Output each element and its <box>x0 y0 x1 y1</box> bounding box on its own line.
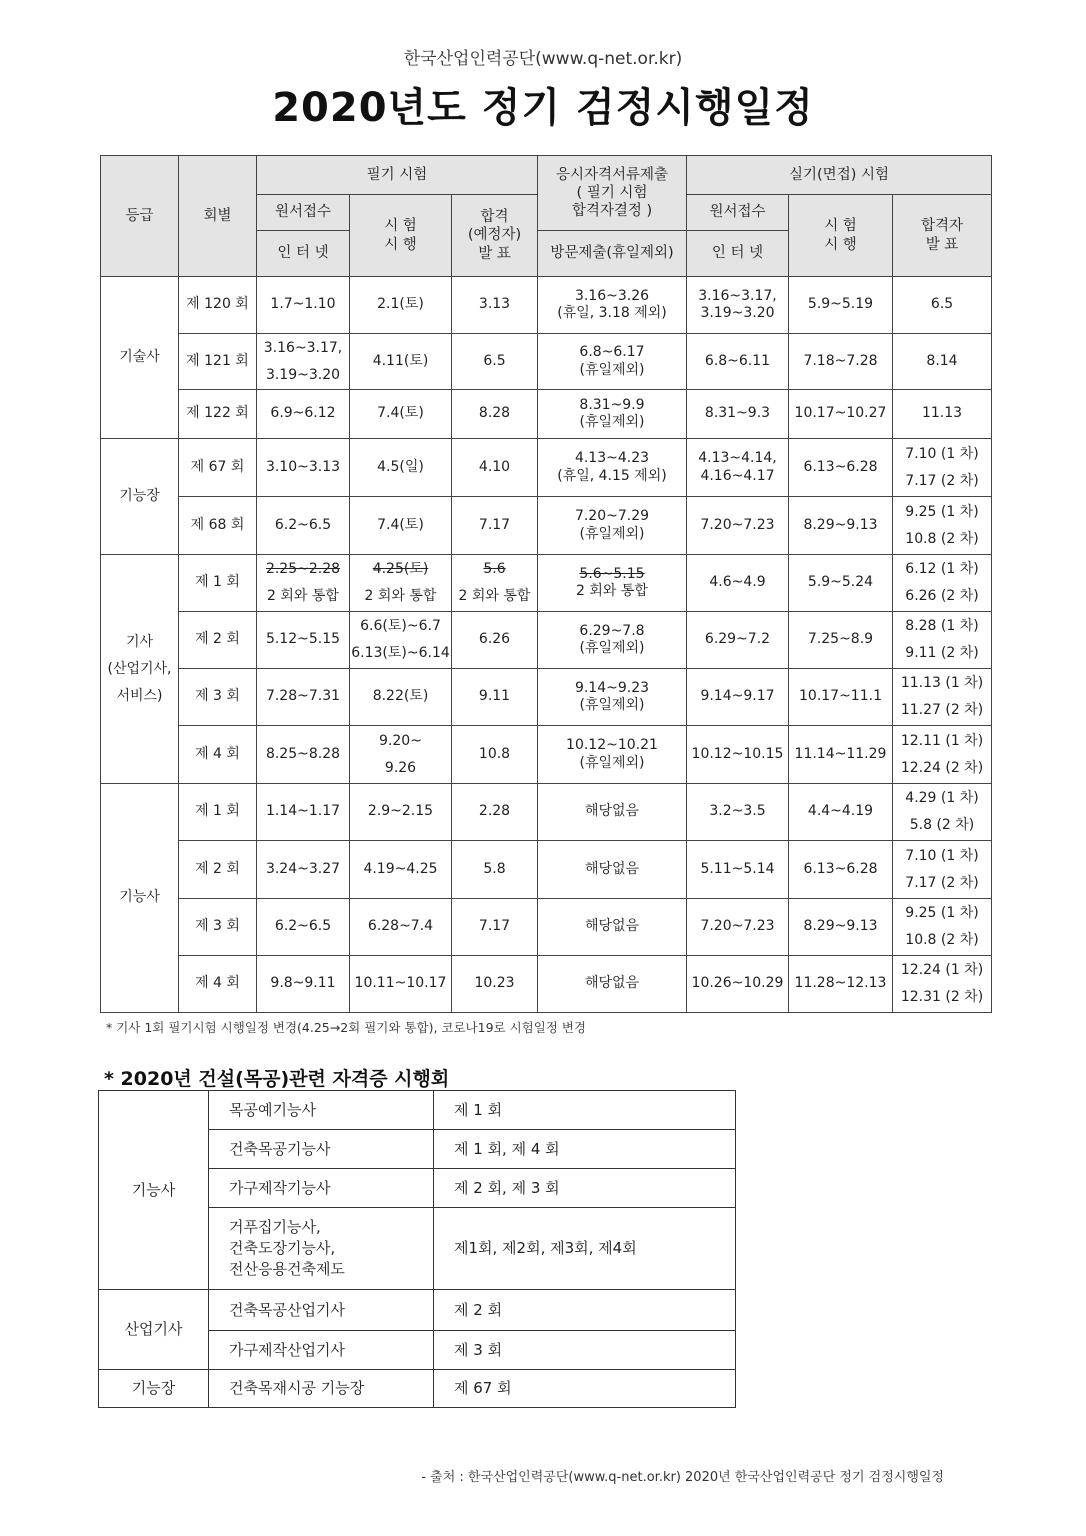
cell-w-apply-2: 3.19~3.20 <box>265 366 341 383</box>
cell-docs: 해당없음 <box>538 784 687 841</box>
cell-p-pass-1: 9.25 (1 차) <box>905 503 979 520</box>
cell-docs-2: (휴일제외) <box>579 640 645 656</box>
table-row <box>101 439 992 497</box>
cell-w-apply: 8.25~8.28 <box>257 726 350 784</box>
cell-p-pass-1: 12.24 (1 차) <box>900 962 984 978</box>
cert-name <box>209 1208 434 1290</box>
cell-w-pass: 2.28 <box>452 784 538 841</box>
group-gisa-2: (산업기사, <box>107 660 172 677</box>
table-row <box>101 899 992 956</box>
cell-p-apply-2: 4.16~4.17 <box>700 467 775 484</box>
cert-rounds: 제1회, 제2회, 제3회, 제4회 <box>434 1208 736 1290</box>
cell-w-exam-1: 4.25(토) <box>372 561 429 577</box>
cell-docs-1: 9.14~9.23 <box>574 679 650 696</box>
cell-docs-1: 3.16~3.26 <box>574 287 650 304</box>
cell-p-exam: 8.29~9.13 <box>789 899 893 956</box>
cell-docs <box>538 334 687 390</box>
cell-w-pass: 7.17 <box>452 497 538 555</box>
cert-rounds: 제 1 회, 제 4 회 <box>434 1130 736 1169</box>
cell-w-pass: 6.5 <box>452 334 538 390</box>
header-docs-line2: ( 필기 시험 <box>576 184 648 201</box>
cell-w-exam-2: 2 회와 통합 <box>364 588 437 604</box>
cell-w-pass: 10.23 <box>452 956 538 1013</box>
group-gisulsa: 기술사 <box>101 277 179 439</box>
cert-name: 목공예기능사 <box>209 1091 434 1130</box>
cell-p-pass <box>893 612 992 669</box>
cert-rounds: 제 2 회, 제 3 회 <box>434 1169 736 1208</box>
cell-p-pass-1: 6.12 (1 차) <box>905 561 979 577</box>
cell-w-apply-1: 2.25~2.28 <box>265 561 341 577</box>
cell-p-exam: 6.13~6.28 <box>789 439 893 497</box>
cell-w-pass: 8.28 <box>452 390 538 439</box>
cell-p-exam: 10.17~11.1 <box>789 669 893 726</box>
cell-docs-1: 6.29~7.8 <box>579 622 645 639</box>
cell-docs-1: 10.12~10.21 <box>566 737 658 753</box>
cell-w-exam <box>350 555 452 612</box>
page-caption: 한국산업인력공단(www.q-net.or.kr) <box>403 49 683 69</box>
cell-w-apply: 7.28~7.31 <box>257 669 350 726</box>
cell-p-exam: 5.9~5.19 <box>789 277 893 334</box>
cell-p-pass: 8.14 <box>893 334 992 390</box>
cell-p-pass-2: 10.8 (2 차) <box>905 932 979 948</box>
table-row <box>101 497 992 555</box>
cell-round: 제 2 회 <box>179 841 257 899</box>
header-p-pass <box>893 195 992 277</box>
cell-docs <box>538 726 687 784</box>
cell-docs <box>538 390 687 439</box>
header-docs-visit: 방문제출(휴일제외) <box>538 231 687 277</box>
group-gisa <box>101 555 179 784</box>
table-row <box>101 784 992 841</box>
cell-w-exam: 10.11~10.17 <box>350 956 452 1013</box>
cert-name: 가구제작기능사 <box>209 1169 434 1208</box>
cell-p-apply-2: 3.19~3.20 <box>700 305 775 321</box>
cell-p-apply: 3.2~3.5 <box>687 784 789 841</box>
cert-rounds: 제 2 회 <box>434 1290 736 1331</box>
cert-name-1: 거푸집기능사, <box>229 1218 321 1236</box>
cell-round: 제 121 회 <box>179 334 257 390</box>
exam-schedule-table <box>100 155 992 1013</box>
cell-p-pass <box>893 669 992 726</box>
cert-name-3: 전산응용건축제도 <box>229 1260 345 1278</box>
table-row <box>99 1290 736 1331</box>
table-row <box>101 956 992 1013</box>
cell-round: 제 3 회 <box>179 669 257 726</box>
cell-round: 제 4 회 <box>179 726 257 784</box>
cell-p-pass-2: 11.27 (2 차) <box>900 702 984 718</box>
cell-p-apply: 9.14~9.17 <box>687 669 789 726</box>
cert-group-gineungsa: 기능사 <box>99 1091 209 1290</box>
cell-w-exam-1: 9.20~ <box>379 732 422 749</box>
group-gisa-1: 기사 <box>125 633 154 650</box>
cell-p-pass: 6.5 <box>893 277 992 334</box>
table-row <box>101 277 992 334</box>
cell-round: 제 2 회 <box>179 612 257 669</box>
cell-w-pass: 6.26 <box>452 612 538 669</box>
cell-w-apply: 1.14~1.17 <box>257 784 350 841</box>
header-docs-line1: 응시자격서류제출 <box>555 166 669 183</box>
header-p-internet: 인 터 넷 <box>687 231 789 277</box>
cert-group-sanup: 산업기사 <box>99 1290 209 1370</box>
cell-w-apply: 1.7~1.10 <box>257 277 350 334</box>
cert-name-2: 건축도장기능사, <box>229 1239 336 1257</box>
cell-w-exam: 7.4(토) <box>350 390 452 439</box>
cell-p-pass-2: 6.26 (2 차) <box>905 588 979 604</box>
cell-round: 제 3 회 <box>179 899 257 956</box>
cell-round: 제 4 회 <box>179 956 257 1013</box>
header-grade: 등급 <box>101 156 179 277</box>
cell-p-apply: 10.12~10.15 <box>687 726 789 784</box>
cell-p-pass-2: 10.8 (2 차) <box>905 530 979 547</box>
cert-table <box>98 1090 736 1408</box>
cell-p-pass-1: 11.13 (1 차) <box>900 675 984 691</box>
cell-p-apply <box>687 439 789 497</box>
table-row <box>101 726 992 784</box>
cell-p-pass-1: 7.10 (1 차) <box>905 445 979 462</box>
group-gineungjang: 기능장 <box>101 439 179 555</box>
cell-p-apply: 7.20~7.23 <box>687 899 789 956</box>
table-row <box>101 612 992 669</box>
cell-docs-2: 2 회와 통합 <box>576 583 648 599</box>
cell-p-exam: 5.9~5.24 <box>789 555 893 612</box>
cell-docs <box>538 497 687 555</box>
cell-w-exam: 8.22(토) <box>350 669 452 726</box>
cell-w-exam: 7.4(토) <box>350 497 452 555</box>
header-p-apply: 원서접수 <box>687 195 789 231</box>
cell-w-pass: 10.8 <box>452 726 538 784</box>
cell-docs: 해당없음 <box>538 899 687 956</box>
cell-docs-2: (휴일, 4.15 제외) <box>557 467 667 484</box>
cell-w-exam-2: 9.26 <box>384 759 417 776</box>
cell-p-pass <box>893 899 992 956</box>
cell-docs <box>538 277 687 334</box>
header-w-pass-2: (예정자) <box>467 227 522 244</box>
cell-docs-2: (휴일, 3.18 제외) <box>557 305 667 321</box>
cert-section-title: * 2020년 건설(목공)관련 자격증 시행회 <box>104 1068 450 1090</box>
cell-w-pass: 9.11 <box>452 669 538 726</box>
cell-docs <box>538 612 687 669</box>
cell-p-exam: 7.25~8.9 <box>789 612 893 669</box>
header-w-pass-3: 발 표 <box>478 245 511 262</box>
cell-w-pass-1: 5.6 <box>483 561 506 577</box>
cell-p-pass <box>893 726 992 784</box>
cell-w-exam-2: 6.13(토)~6.14 <box>351 645 450 661</box>
cell-w-pass-2: 2 회와 통합 <box>458 588 531 604</box>
cert-group-gineungjang: 기능장 <box>99 1370 209 1408</box>
cell-round: 제 122 회 <box>179 390 257 439</box>
table-row <box>99 1091 736 1130</box>
cell-p-pass-2: 5.8 (2 차) <box>909 817 975 833</box>
table-row <box>101 555 992 612</box>
cell-w-pass <box>452 555 538 612</box>
header-p-exam <box>789 195 893 277</box>
cell-w-pass: 4.10 <box>452 439 538 497</box>
cell-p-exam: 4.4~4.19 <box>789 784 893 841</box>
cell-w-apply: 3.10~3.13 <box>257 439 350 497</box>
cell-docs-1: 4.13~4.23 <box>574 450 650 466</box>
cell-w-apply: 5.12~5.15 <box>257 612 350 669</box>
cert-name: 건축목재시공 기능장 <box>209 1370 434 1408</box>
cell-w-exam: 4.19~4.25 <box>350 841 452 899</box>
cell-p-pass-1: 4.29 (1 차) <box>905 790 979 806</box>
cell-p-pass-2: 12.24 (2 차) <box>900 759 984 776</box>
cell-w-apply: 9.8~9.11 <box>257 956 350 1013</box>
source-footer: - 출처 : 한국산업인력공단(www.q-net.or.kr) 2020년 한국산업인력공단 정기 검정시행일정 <box>421 1470 944 1485</box>
cell-p-apply: 7.20~7.23 <box>687 497 789 555</box>
cell-p-exam: 6.13~6.28 <box>789 841 893 899</box>
cell-p-pass: 11.13 <box>893 390 992 439</box>
cell-docs-2: (휴일제외) <box>579 525 645 542</box>
group-gineungsa: 기능사 <box>101 784 179 1013</box>
header-p-pass-1: 합격자 <box>920 218 964 235</box>
header-round: 회별 <box>179 156 257 277</box>
cell-round: 제 120 회 <box>179 277 257 334</box>
cell-p-pass <box>893 956 992 1013</box>
header-p-exam-2: 시 행 <box>824 236 857 253</box>
cell-p-pass <box>893 497 992 555</box>
cell-p-apply-1: 3.16~3.17, <box>698 287 777 304</box>
cell-w-apply-1: 3.16~3.17, <box>263 339 343 356</box>
cell-p-apply: 6.29~7.2 <box>687 612 789 669</box>
cell-docs-1: 6.8~6.17 <box>579 344 645 360</box>
cell-p-pass-1: 12.11 (1 차) <box>900 732 984 749</box>
cell-w-exam: 4.11(토) <box>350 334 452 390</box>
cell-round: 제 67 회 <box>179 439 257 497</box>
cell-docs <box>538 439 687 497</box>
cert-rounds: 제 1 회 <box>434 1091 736 1130</box>
cell-w-apply: 6.9~6.12 <box>257 390 350 439</box>
cell-w-pass: 7.17 <box>452 899 538 956</box>
cell-p-pass-1: 7.10 (1 차) <box>905 847 979 864</box>
cell-p-pass <box>893 439 992 497</box>
cell-p-apply: 10.26~10.29 <box>687 956 789 1013</box>
schedule-note: * 기사 1회 필기시험 시행일정 변경(4.25→2회 필기와 통합), 코로나19로 시험일정 변경 <box>106 1020 587 1035</box>
header-w-exam <box>350 195 452 277</box>
cell-docs: 해당없음 <box>538 956 687 1013</box>
cell-p-pass-2: 9.11 (2 차) <box>905 645 979 661</box>
cell-w-exam: 4.5(일) <box>350 439 452 497</box>
group-gisa-3: 서비스) <box>116 687 163 704</box>
table-row <box>101 334 992 390</box>
cell-round: 제 1 회 <box>179 784 257 841</box>
cell-round: 제 1 회 <box>179 555 257 612</box>
cell-w-apply <box>257 555 350 612</box>
cell-p-apply <box>687 277 789 334</box>
cell-round: 제 68 회 <box>179 497 257 555</box>
header-w-pass-1: 합격 <box>480 209 509 226</box>
cell-docs-1: 8.31~9.9 <box>579 396 645 413</box>
cell-w-apply <box>257 334 350 390</box>
cell-p-exam: 8.29~9.13 <box>789 497 893 555</box>
cell-w-pass: 5.8 <box>452 841 538 899</box>
cert-rounds: 제 3 회 <box>434 1331 736 1370</box>
cell-docs <box>538 555 687 612</box>
cell-p-pass-1: 9.25 (1 차) <box>905 905 979 921</box>
cell-p-pass <box>893 555 992 612</box>
cell-p-apply: 6.8~6.11 <box>687 334 789 390</box>
cell-w-exam: 2.1(토) <box>350 277 452 334</box>
table-row <box>101 669 992 726</box>
cell-docs <box>538 669 687 726</box>
cell-p-exam: 7.18~7.28 <box>789 334 893 390</box>
table-row <box>101 390 992 439</box>
cell-p-apply-1: 4.13~4.14, <box>698 450 777 466</box>
table-row <box>99 1370 736 1408</box>
cert-rounds: 제 67 회 <box>434 1370 736 1408</box>
cell-p-pass-2: 7.17 (2 차) <box>905 874 979 891</box>
header-w-exam-2: 시 행 <box>384 236 417 253</box>
cell-p-pass-2: 12.31 (2 차) <box>900 989 984 1005</box>
cell-w-pass: 3.13 <box>452 277 538 334</box>
cell-p-pass-2: 7.17 (2 차) <box>905 472 979 489</box>
cell-docs-2: (휴일제외) <box>579 754 645 771</box>
cell-w-apply: 3.24~3.27 <box>257 841 350 899</box>
cell-w-exam <box>350 726 452 784</box>
cell-w-exam <box>350 612 452 669</box>
cell-p-exam: 10.17~10.27 <box>789 390 893 439</box>
header-p-exam-1: 시 험 <box>824 218 857 235</box>
table-row <box>101 841 992 899</box>
header-written-exam: 필기 시험 <box>257 156 538 195</box>
cell-p-exam: 11.28~12.13 <box>789 956 893 1013</box>
cell-w-exam-1: 6.6(토)~6.7 <box>360 618 441 634</box>
cell-p-exam: 11.14~11.29 <box>789 726 893 784</box>
cell-docs-2: (휴일제외) <box>579 361 645 378</box>
cert-name: 건축목공기능사 <box>209 1130 434 1169</box>
cell-p-apply: 4.6~4.9 <box>687 555 789 612</box>
header-w-exam-1: 시 험 <box>384 218 417 235</box>
cell-w-apply: 6.2~6.5 <box>257 497 350 555</box>
cell-docs-1: 5.6~5.15 <box>579 565 645 582</box>
cell-docs: 해당없음 <box>538 841 687 899</box>
cell-w-apply: 6.2~6.5 <box>257 899 350 956</box>
cell-p-pass-1: 8.28 (1 차) <box>905 618 979 634</box>
cell-w-exam: 6.28~7.4 <box>350 899 452 956</box>
cell-w-apply-2: 2 회와 통합 <box>267 588 339 604</box>
cert-name: 가구제작산업기사 <box>209 1331 434 1370</box>
header-practical-exam: 실기(면접) 시험 <box>687 156 992 195</box>
cell-p-apply: 5.11~5.14 <box>687 841 789 899</box>
header-docs <box>538 156 687 231</box>
header-w-internet: 인 터 넷 <box>257 231 350 277</box>
cert-name: 건축목공산업기사 <box>209 1290 434 1331</box>
cell-p-pass <box>893 784 992 841</box>
page-title: 2020년도 정기 검정시행일정 <box>272 85 814 131</box>
header-p-pass-2: 발 표 <box>925 236 959 253</box>
cell-docs-2: (휴일제외) <box>579 697 645 713</box>
cell-docs-2: (휴일제외) <box>579 414 645 430</box>
cell-p-apply: 8.31~9.3 <box>687 390 789 439</box>
header-w-pass <box>452 195 538 277</box>
header-docs-line3: 합격자결정 ) <box>571 203 653 220</box>
cell-w-exam: 2.9~2.15 <box>350 784 452 841</box>
cell-p-pass <box>893 841 992 899</box>
cell-docs-1: 7.20~7.29 <box>574 508 650 524</box>
header-w-apply: 원서접수 <box>257 195 350 231</box>
